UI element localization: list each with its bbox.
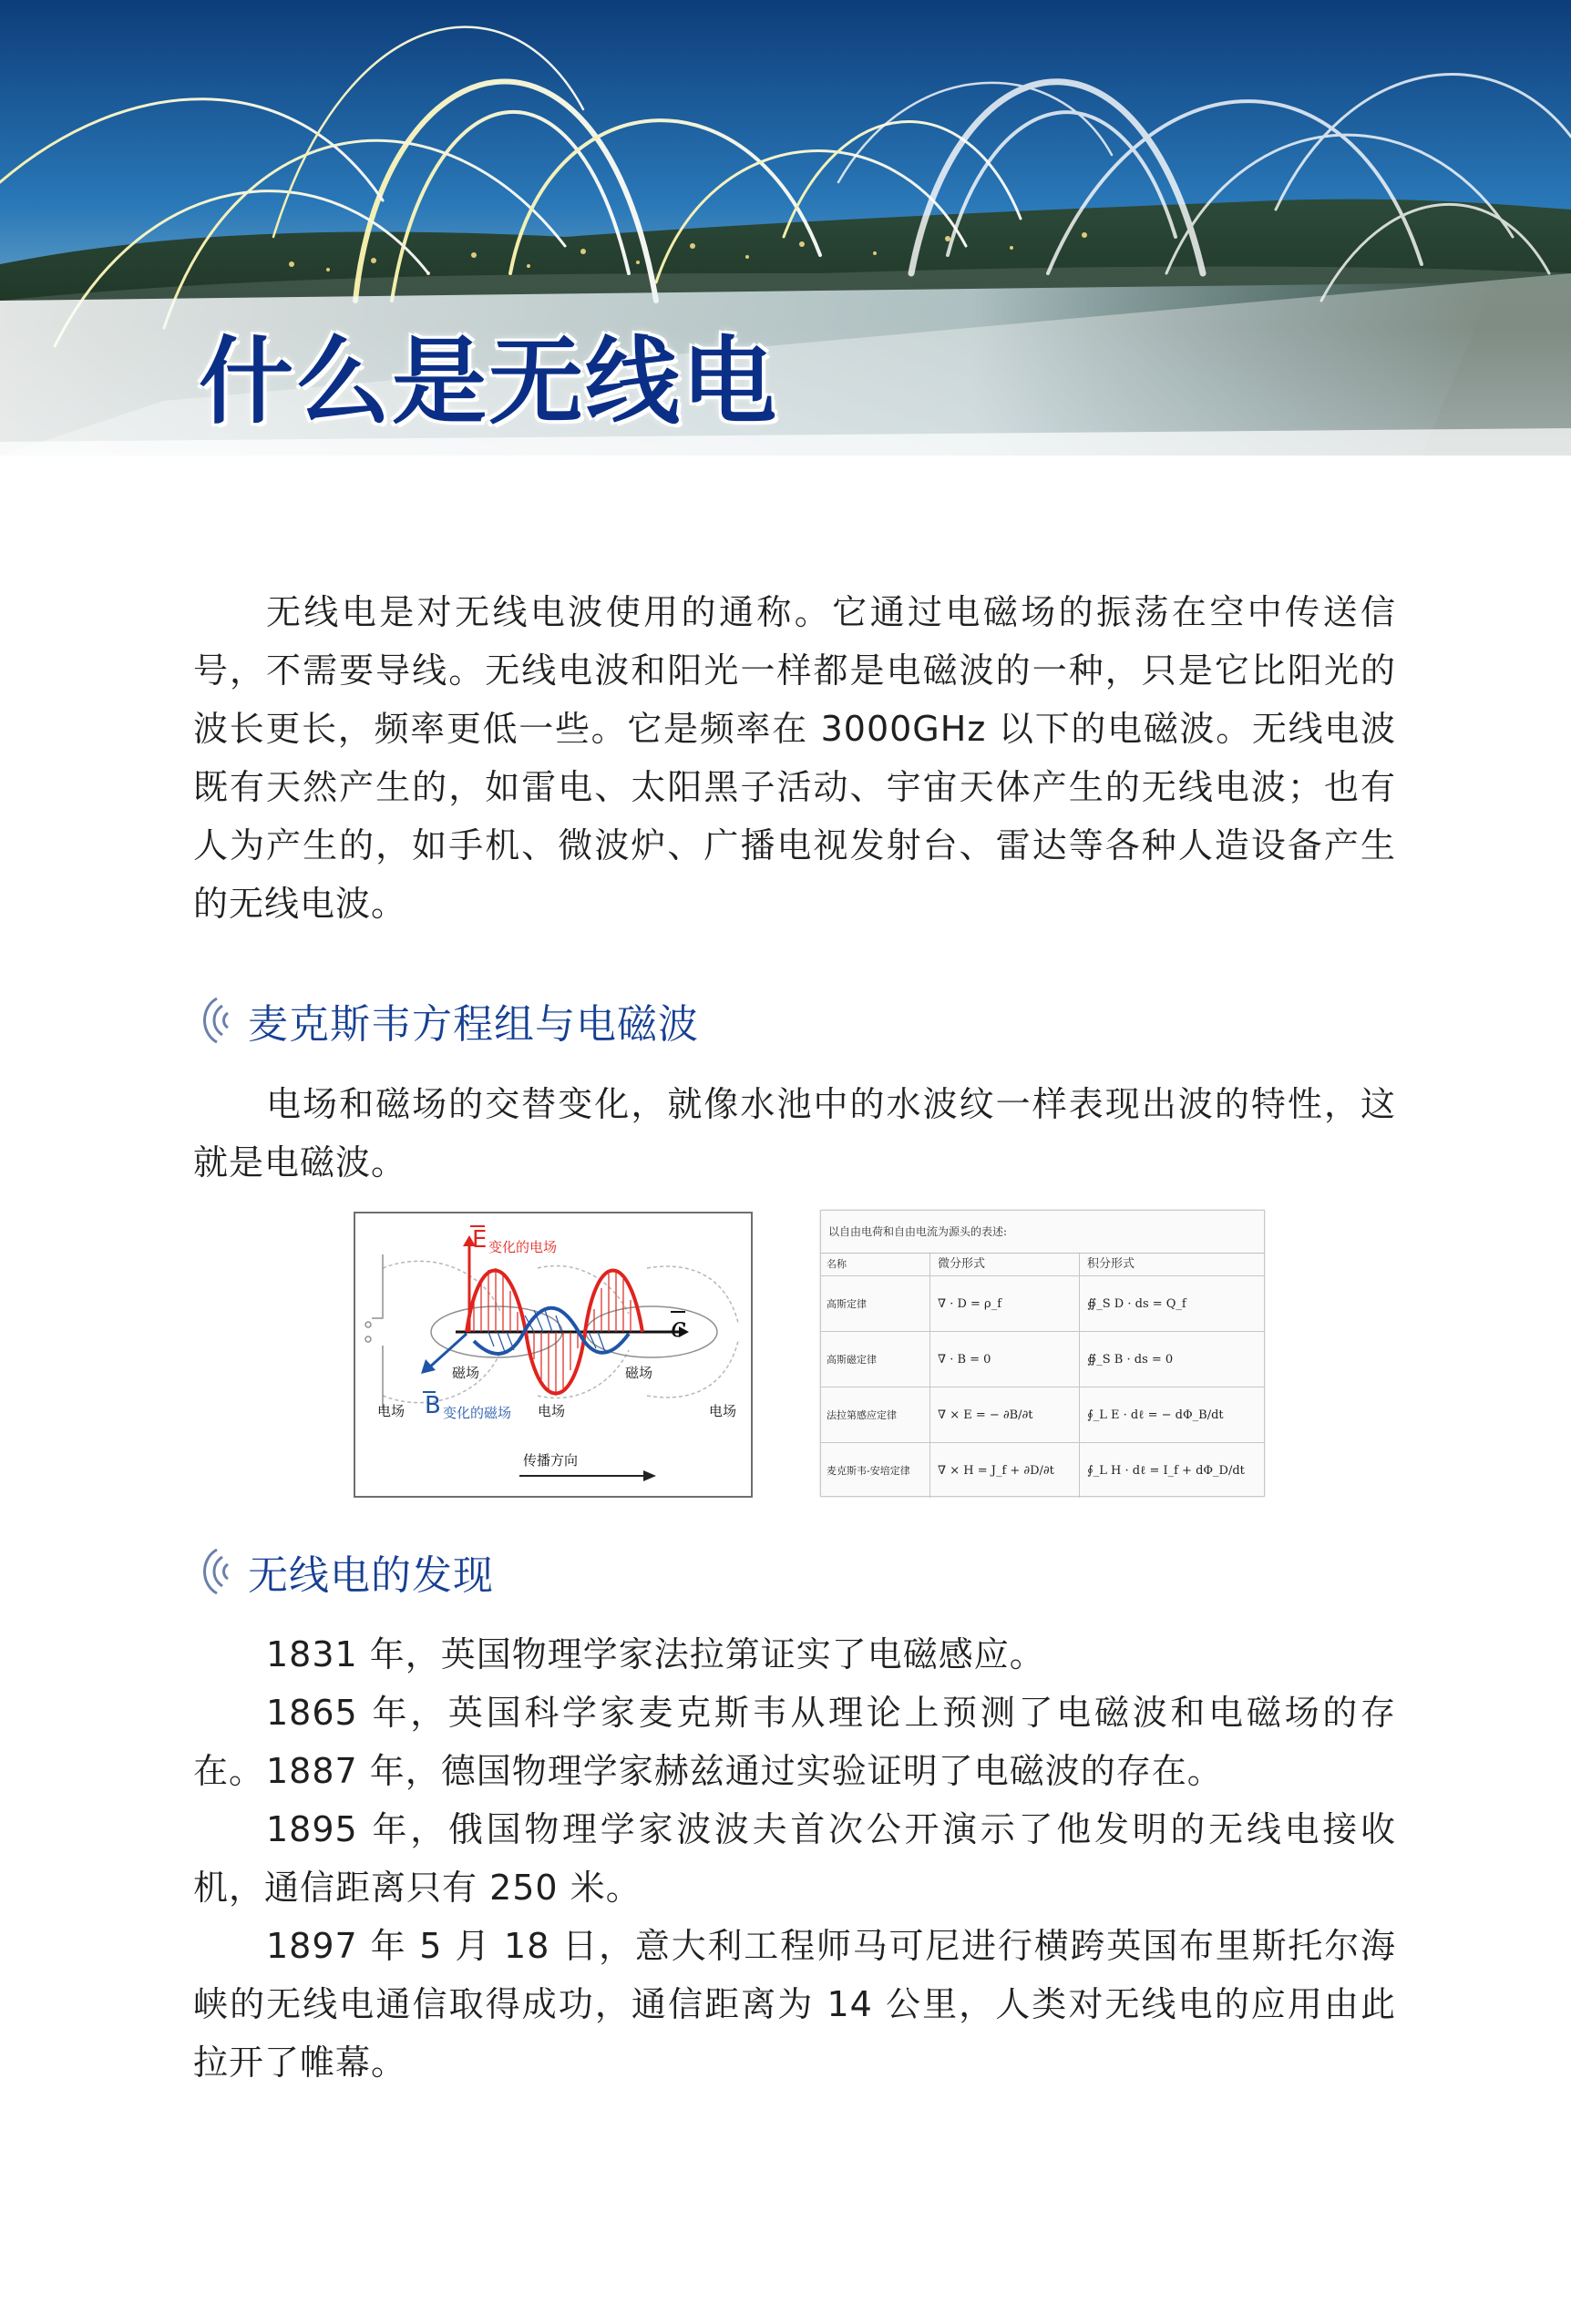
- electromagnetic-wave-figure: [354, 1212, 753, 1498]
- column-header-differential: 微分形式: [930, 1254, 1080, 1275]
- b-field-label: 变化的磁场: [443, 1405, 512, 1421]
- integral-form: ∮_L E · dℓ = − dΦ_B/dt: [1087, 1408, 1224, 1422]
- electric-field-label: 电场: [377, 1403, 406, 1419]
- table-row: [821, 1332, 1264, 1387]
- differential-form: ∇ · B = 0: [930, 1332, 1080, 1387]
- law-name: 高斯定律: [821, 1276, 930, 1331]
- differential-form: ∇ × E = − ∂B/∂t: [930, 1387, 1080, 1442]
- header-banner: [0, 0, 1571, 456]
- column-header-name: 名称: [821, 1254, 930, 1275]
- integral-form: ∯_S D · ds = Q_f: [1087, 1296, 1186, 1311]
- radio-wave-icon: [190, 991, 235, 1049]
- law-name: 麦克斯韦-安培定律: [821, 1443, 930, 1498]
- radio-wave-icon: [190, 1542, 235, 1601]
- e-field-symbol: E: [472, 1226, 488, 1254]
- page-title: 什么是无线电: [199, 326, 779, 437]
- section1-paragraph: 电场和磁场的交替变化，就像水池中的水波纹一样表现出波的特性，这就是电磁波。: [193, 1084, 1396, 1182]
- table-row: [821, 1387, 1264, 1443]
- history-event: 1831 年，英国物理学家法拉第证实了电磁感应。: [266, 1634, 1045, 1674]
- section-heading-discovery: [190, 1542, 494, 1601]
- differential-form: ∇ · D = ρ_f: [930, 1276, 1080, 1331]
- table-header-row: [821, 1254, 1264, 1276]
- integral-form: ∮_L H · dℓ = I_f + dΦ_D/dt: [1087, 1464, 1245, 1478]
- law-name: 高斯磁定律: [821, 1332, 930, 1387]
- law-name: 法拉第感应定律: [821, 1387, 930, 1442]
- history-event: 1895 年，俄国物理学家波波夫首次公开演示了他发明的无线电接收机，通信距离只有 250 米。: [193, 1809, 1396, 1908]
- intro-paragraph: 无线电是对无线电波使用的通称。它通过电磁场的振荡在空中传送信号，不需要导线。无线电波和阳光一样都是电磁波的一种，只是它比阳光的波长更长，频率更低一些。它是频率在 3000GHz 以下的电磁波。无线电波既有天然产生的，如雷电、太阳黑子活动、宇宙天体产生的无线电波；也有人为产生的，如手机、微波炉、广播电视发射台、雷达等各种人造设备产生的无线电波。: [193, 592, 1396, 924]
- integral-form: ∯_S B · ds = 0: [1087, 1352, 1174, 1367]
- b-field-symbol: B: [425, 1392, 441, 1419]
- e-field-label: 变化的电场: [488, 1239, 558, 1255]
- table-caption: 以自由电荷和自由电流为源头的表述:: [821, 1211, 1264, 1254]
- light-speed-symbol: c: [671, 1312, 686, 1344]
- section-title: 麦克斯韦方程组与电磁波: [248, 1001, 699, 1048]
- electric-field-label: 电场: [538, 1403, 566, 1419]
- history-event: 1865 年，英国科学家麦克斯韦从理论上预测了电磁波和电磁场的存在。: [193, 1693, 1396, 1791]
- section-heading-maxwell: [190, 991, 699, 1049]
- magnetic-field-label: 磁场: [625, 1365, 653, 1381]
- differential-form: ∇ × H = J_f + ∂D/∂t: [930, 1443, 1080, 1498]
- maxwell-equations-table: [820, 1210, 1265, 1497]
- history-event: 1897 年 5 月 18 日，意大利工程师马可尼进行横跨英国布里斯托尔海峡的无线电通信取得成功，通信距离为 14 公里，人类对无线电的应用由此拉开了帷幕。: [193, 1926, 1396, 2083]
- electric-field-label: 电场: [709, 1403, 737, 1419]
- propagation-direction-label: 传播方向: [523, 1452, 579, 1469]
- history-event: 1887 年，德国物理学家赫兹通过实验证明了电磁波的存在。: [266, 1751, 1223, 1791]
- table-row: [821, 1443, 1264, 1498]
- table-row: [821, 1276, 1264, 1332]
- column-header-integral: 积分形式: [1087, 1257, 1135, 1271]
- section-title: 无线电的发现: [248, 1552, 494, 1599]
- magnetic-field-label: 磁场: [452, 1365, 480, 1381]
